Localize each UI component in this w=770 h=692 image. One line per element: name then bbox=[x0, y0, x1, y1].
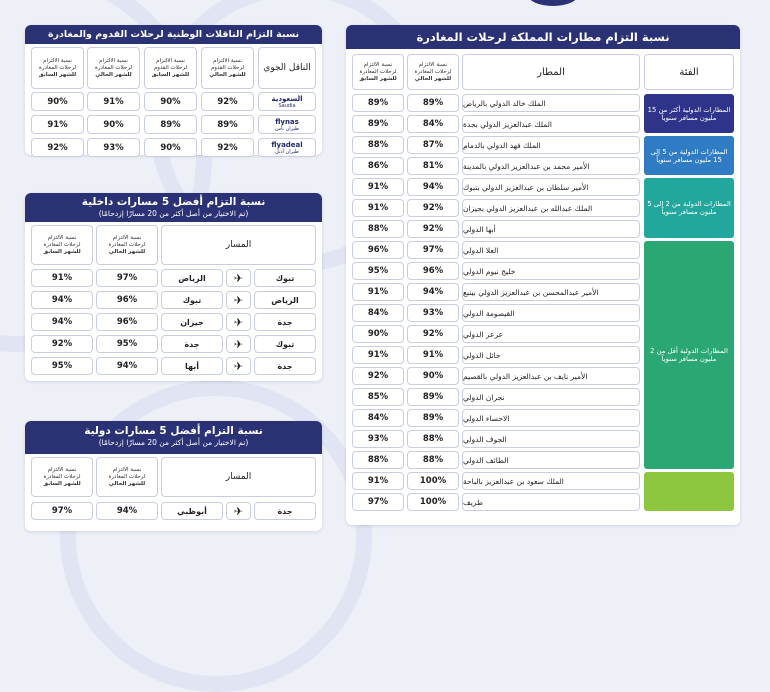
header-line: للشهر الحالي bbox=[209, 71, 246, 78]
domestic-from-city: جدة bbox=[254, 313, 316, 331]
current-value: 92% bbox=[407, 325, 459, 343]
airport-category bbox=[644, 472, 734, 511]
header-line: لرحلات القدوم bbox=[210, 64, 245, 71]
airport-name: خليج نيوم الدولي bbox=[462, 262, 640, 280]
airport-name: طريف bbox=[462, 493, 640, 511]
airport-category: المطارات الدولية من 5 إلى 15 مليون مسافر سنوياً bbox=[644, 136, 734, 175]
header-line: لرحلات المغادرة bbox=[108, 241, 146, 248]
header-line: للشهر الحالي bbox=[414, 75, 452, 82]
airport-name: الملك عبدالله بن عبدالعزيز الدولي بجيزان bbox=[462, 199, 640, 217]
domestic-current-value: 96% bbox=[96, 313, 158, 331]
current-value: 81% bbox=[407, 157, 459, 175]
dep-previous-value: 91% bbox=[31, 115, 84, 134]
previous-value: 86% bbox=[352, 157, 404, 175]
airport-name: الاحساء الدولي bbox=[462, 409, 640, 427]
previous-value: 91% bbox=[352, 472, 404, 490]
domestic-col-previous-header bbox=[31, 225, 93, 265]
carrier-logo-subtext: Saudia bbox=[278, 102, 296, 109]
header-line: للشهر السابق bbox=[43, 480, 81, 487]
previous-value: 91% bbox=[352, 346, 404, 364]
domestic-routes-subtitle: (تم الاختيار من أصل أكثر من 20 مسارًا إزدحامًا) bbox=[98, 209, 249, 218]
domestic-previous-value: 91% bbox=[31, 269, 93, 287]
domestic-col-route-header: المسار bbox=[161, 225, 316, 265]
carriers-title: نسبة التزام الناقلات الوطنية لرحلات القدوم والمغادرة bbox=[25, 25, 322, 44]
carriers-panel bbox=[25, 25, 322, 155]
header-line: نسبة الالتزام bbox=[112, 466, 142, 473]
carrier-logo bbox=[258, 115, 316, 134]
previous-value: 85% bbox=[352, 388, 404, 406]
airport-name: حائل الدولي bbox=[462, 346, 640, 364]
domestic-previous-value: 94% bbox=[31, 313, 93, 331]
header-line: لرحلات المغادرة bbox=[414, 68, 452, 75]
current-value: 94% bbox=[407, 178, 459, 196]
domestic-from-city: الرياض bbox=[254, 291, 316, 309]
domestic-from-city: تبوك bbox=[254, 335, 316, 353]
previous-value: 89% bbox=[352, 115, 404, 133]
previous-value: 84% bbox=[352, 304, 404, 322]
previous-value: 90% bbox=[352, 325, 404, 343]
airplane-icon: ✈ bbox=[226, 335, 251, 353]
airport-category: المطارات الدولية أقل من 2 مليون مسافر سنوياً bbox=[644, 241, 734, 469]
header-line: للشهر السابق bbox=[43, 248, 81, 255]
header-line: للشهر السابق bbox=[38, 71, 77, 78]
current-value: 92% bbox=[407, 199, 459, 217]
airport-name: الملك عبدالعزيز الدولي بجدة bbox=[462, 115, 640, 133]
carrier-logo-text: السعودية bbox=[271, 94, 303, 103]
col-current-header bbox=[407, 54, 459, 90]
header-line: لرحلات المغادرة bbox=[43, 241, 81, 248]
domestic-current-value: 94% bbox=[96, 357, 158, 375]
header-line: نسبة الالتزام bbox=[47, 234, 77, 241]
dep-current-value: 93% bbox=[87, 138, 140, 157]
carrier-logo-subtext: طيران ناس bbox=[275, 125, 299, 132]
header-line: لرحلات المغادرة bbox=[94, 64, 133, 71]
previous-value: 91% bbox=[352, 283, 404, 301]
airport-name: الجوف الدولي bbox=[462, 430, 640, 448]
international-from-city: جدة bbox=[254, 502, 316, 520]
carrier-logo bbox=[258, 138, 316, 157]
header-line: نسبة الالتزام bbox=[99, 57, 128, 64]
previous-value: 88% bbox=[352, 451, 404, 469]
dep-current-value: 91% bbox=[87, 92, 140, 111]
domestic-current-value: 96% bbox=[96, 291, 158, 309]
current-value: 91% bbox=[407, 346, 459, 364]
current-value: 88% bbox=[407, 430, 459, 448]
carrier-logo-subtext: طيران أديل bbox=[275, 148, 299, 155]
previous-value: 97% bbox=[352, 493, 404, 511]
domestic-to-city: جيزان bbox=[161, 313, 223, 331]
header-line: للشهر السابق bbox=[359, 75, 397, 82]
previous-value: 93% bbox=[352, 430, 404, 448]
col-previous-header bbox=[352, 54, 404, 90]
current-value: 97% bbox=[407, 241, 459, 259]
header-line: لرحلات المغادرة bbox=[108, 473, 146, 480]
airport-category: المطارات الدولية أكثر من 15 مليون مسافر سنوياً bbox=[644, 94, 734, 133]
col-carrier-header: الناقل الجوي bbox=[258, 47, 316, 89]
airport-name: أبها الدولي bbox=[462, 220, 640, 238]
current-value: 84% bbox=[407, 115, 459, 133]
international-current-value: 94% bbox=[96, 502, 158, 520]
arr-current-value: 92% bbox=[201, 138, 254, 157]
col-arr-current-header bbox=[201, 47, 254, 89]
arr-current-value: 92% bbox=[201, 92, 254, 111]
col-dep-current-header bbox=[87, 47, 140, 89]
header-line: لرحلات المغادرة bbox=[43, 473, 81, 480]
current-value: 89% bbox=[407, 94, 459, 112]
airport-name: عرعر الدولي bbox=[462, 325, 640, 343]
domestic-col-current-header bbox=[96, 225, 158, 265]
current-value: 100% bbox=[407, 472, 459, 490]
domestic-to-city: جدة bbox=[161, 335, 223, 353]
col-dep-previous-header bbox=[31, 47, 84, 89]
header-line: نسبة الالتزام bbox=[47, 466, 77, 473]
current-value: 96% bbox=[407, 262, 459, 280]
header-line: نسبة الالتزام bbox=[363, 61, 393, 68]
header-line: للشهر الحالي bbox=[108, 248, 146, 255]
airport-name: الملك سعود بن عبدالعزيز بالباحة bbox=[462, 472, 640, 490]
domestic-to-city: تبوك bbox=[161, 291, 223, 309]
airport-name: القيصومة الدولي bbox=[462, 304, 640, 322]
domestic-routes-header bbox=[25, 193, 322, 222]
airport-name: الطائف الدولي bbox=[462, 451, 640, 469]
previous-value: 96% bbox=[352, 241, 404, 259]
previous-value: 95% bbox=[352, 262, 404, 280]
airport-name: الملك فهد الدولي بالدمام bbox=[462, 136, 640, 154]
previous-value: 89% bbox=[352, 94, 404, 112]
header-line: لرحلات المغادرة bbox=[359, 68, 397, 75]
header-line: لرحلات القدوم bbox=[153, 64, 188, 71]
airports-title: نسبة التزام مطارات المملكة لرحلات المغادرة bbox=[346, 25, 740, 49]
domestic-to-city: الرياض bbox=[161, 269, 223, 287]
domestic-current-value: 95% bbox=[96, 335, 158, 353]
header-line: نسبة الالتزام bbox=[112, 234, 142, 241]
header-line: للشهر الحالي bbox=[95, 71, 132, 78]
domestic-from-city: جدة bbox=[254, 357, 316, 375]
international-routes-title: نسبة التزام أفضل 5 مسارات دولية bbox=[84, 425, 263, 437]
header-line: نسبة الالتزام bbox=[213, 57, 242, 64]
domestic-previous-value: 94% bbox=[31, 291, 93, 309]
previous-value: 91% bbox=[352, 199, 404, 217]
airplane-icon: ✈ bbox=[226, 291, 251, 309]
airplane-icon: ✈ bbox=[226, 502, 251, 520]
header-line: للشهر الحالي bbox=[108, 480, 146, 487]
domestic-current-value: 97% bbox=[96, 269, 158, 287]
domestic-from-city: تبوك bbox=[254, 269, 316, 287]
current-value: 87% bbox=[407, 136, 459, 154]
domestic-to-city: أبها bbox=[161, 357, 223, 375]
international-routes-subtitle: (تم الاختيار من أصل أكثر من 20 مسارًا إزدحامًا) bbox=[98, 438, 249, 447]
airplane-icon: ✈ bbox=[226, 269, 251, 287]
current-value: 94% bbox=[407, 283, 459, 301]
header-line: نسبة الالتزام bbox=[43, 57, 72, 64]
col-arr-previous-header bbox=[144, 47, 197, 89]
arr-current-value: 89% bbox=[201, 115, 254, 134]
previous-value: 88% bbox=[352, 220, 404, 238]
airport-category: المطارات الدولية من 2 إلى 5 مليون مسافر سنوياً bbox=[644, 178, 734, 238]
header-line: لرحلات المغادرة bbox=[38, 64, 77, 71]
current-value: 100% bbox=[407, 493, 459, 511]
airport-name: الملك خالد الدولي بالرياض bbox=[462, 94, 640, 112]
col-airport-header: المطار bbox=[462, 54, 640, 90]
current-value: 92% bbox=[407, 220, 459, 238]
dep-previous-value: 92% bbox=[31, 138, 84, 157]
header-line: نسبة الالتزام bbox=[156, 57, 185, 64]
col-category-header: الفئة bbox=[644, 54, 734, 90]
current-value: 93% bbox=[407, 304, 459, 322]
domestic-routes-title: نسبة التزام أفضل 5 مسارات داخلية bbox=[81, 196, 266, 208]
current-value: 89% bbox=[407, 409, 459, 427]
international-to-city: أبوظبي bbox=[161, 502, 223, 520]
previous-value: 92% bbox=[352, 367, 404, 385]
international-col-current-header bbox=[96, 457, 158, 497]
carrier-logo-text: flynas bbox=[275, 117, 299, 126]
international-col-route-header: المسار bbox=[161, 457, 316, 497]
carrier-logo-text: flyadeal bbox=[271, 140, 303, 149]
airport-name: الأمير نايف بن عبدالعزيز الدولي بالقصيم bbox=[462, 367, 640, 385]
header-line: نسبة الالتزام bbox=[418, 61, 448, 68]
airport-name: العلا الدولي bbox=[462, 241, 640, 259]
airport-name: الأمير محمد بن عبدالعزيز الدولي بالمدينة bbox=[462, 157, 640, 175]
airport-name: الأمير سلطان بن عبدالعزيز الدولي بتبوك bbox=[462, 178, 640, 196]
arr-previous-value: 90% bbox=[144, 92, 197, 111]
carrier-logo bbox=[258, 92, 316, 111]
domestic-previous-value: 95% bbox=[31, 357, 93, 375]
international-previous-value: 97% bbox=[31, 502, 93, 520]
previous-value: 88% bbox=[352, 136, 404, 154]
dep-current-value: 90% bbox=[87, 115, 140, 134]
current-value: 89% bbox=[407, 388, 459, 406]
arr-previous-value: 89% bbox=[144, 115, 197, 134]
previous-value: 84% bbox=[352, 409, 404, 427]
current-value: 90% bbox=[407, 367, 459, 385]
header-line: للشهر السابق bbox=[151, 71, 190, 78]
dep-previous-value: 90% bbox=[31, 92, 84, 111]
international-routes-header bbox=[25, 421, 322, 454]
arr-previous-value: 90% bbox=[144, 138, 197, 157]
airport-name: نجران الدولي bbox=[462, 388, 640, 406]
previous-value: 91% bbox=[352, 178, 404, 196]
emblem-icon bbox=[528, 0, 578, 6]
airplane-icon: ✈ bbox=[226, 313, 251, 331]
current-value: 88% bbox=[407, 451, 459, 469]
international-col-previous-header bbox=[31, 457, 93, 497]
airplane-icon: ✈ bbox=[226, 357, 251, 375]
airport-name: الأمير عبدالمحسن بن عبدالعزيز الدولي بينبع bbox=[462, 283, 640, 301]
domestic-previous-value: 92% bbox=[31, 335, 93, 353]
